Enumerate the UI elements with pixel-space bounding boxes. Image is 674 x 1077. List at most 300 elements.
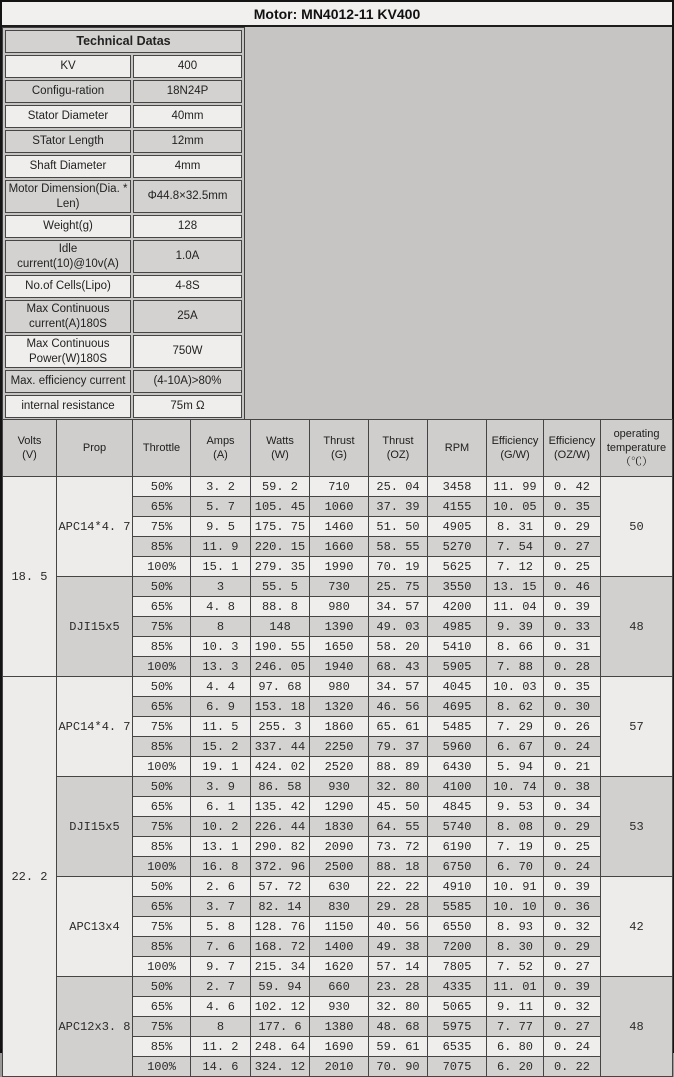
perf-header-cell: RPM bbox=[428, 420, 487, 477]
prop-cell: APC14*4. 7 bbox=[57, 677, 133, 777]
value-cell: 0. 29 bbox=[544, 937, 601, 957]
value-cell: 8. 66 bbox=[487, 637, 544, 657]
value-cell: 660 bbox=[310, 977, 369, 997]
value-cell: 2010 bbox=[310, 1057, 369, 1077]
perf-header-cell: Watts (W) bbox=[251, 420, 310, 477]
tech-row bbox=[5, 80, 242, 103]
throttle-cell: 100% bbox=[133, 557, 191, 577]
value-cell: 175. 75 bbox=[251, 517, 310, 537]
value-cell: 59. 61 bbox=[369, 1037, 428, 1057]
value-cell: 0. 24 bbox=[544, 857, 601, 877]
table-row bbox=[3, 877, 673, 897]
value-cell: 0. 34 bbox=[544, 797, 601, 817]
tech-label: KV bbox=[5, 55, 131, 78]
value-cell: 3. 9 bbox=[191, 777, 251, 797]
value-cell: 10. 74 bbox=[487, 777, 544, 797]
value-cell: 1460 bbox=[310, 517, 369, 537]
value-cell: 13. 15 bbox=[487, 577, 544, 597]
throttle-cell: 75% bbox=[133, 617, 191, 637]
value-cell: 0. 42 bbox=[544, 477, 601, 497]
value-cell: 102. 12 bbox=[251, 997, 310, 1017]
value-cell: 324. 12 bbox=[251, 1057, 310, 1077]
value-cell: 13. 1 bbox=[191, 837, 251, 857]
value-cell: 0. 38 bbox=[544, 777, 601, 797]
tech-row bbox=[5, 370, 242, 393]
value-cell: 11. 01 bbox=[487, 977, 544, 997]
perf-header-cell: Volts (V) bbox=[3, 420, 57, 477]
value-cell: 7. 54 bbox=[487, 537, 544, 557]
tech-row bbox=[5, 240, 242, 273]
value-cell: 980 bbox=[310, 597, 369, 617]
tech-value: 40mm bbox=[133, 105, 242, 128]
throttle-cell: 50% bbox=[133, 777, 191, 797]
value-cell: 10. 03 bbox=[487, 677, 544, 697]
value-cell: 6. 70 bbox=[487, 857, 544, 877]
value-cell: 830 bbox=[310, 897, 369, 917]
value-cell: 9. 5 bbox=[191, 517, 251, 537]
value-cell: 7805 bbox=[428, 957, 487, 977]
tech-value: 1.0A bbox=[133, 240, 242, 273]
value-cell: 337. 44 bbox=[251, 737, 310, 757]
value-cell: 7. 12 bbox=[487, 557, 544, 577]
value-cell: 6550 bbox=[428, 917, 487, 937]
value-cell: 930 bbox=[310, 777, 369, 797]
value-cell: 46. 56 bbox=[369, 697, 428, 717]
tech-row bbox=[5, 395, 242, 418]
value-cell: 5905 bbox=[428, 657, 487, 677]
value-cell: 19. 1 bbox=[191, 757, 251, 777]
perf-header-cell: operating temperature （℃） bbox=[601, 420, 673, 477]
value-cell: 7. 6 bbox=[191, 937, 251, 957]
value-cell: 8. 31 bbox=[487, 517, 544, 537]
value-cell: 3458 bbox=[428, 477, 487, 497]
value-cell: 1290 bbox=[310, 797, 369, 817]
value-cell: 57. 14 bbox=[369, 957, 428, 977]
value-cell: 255. 3 bbox=[251, 717, 310, 737]
tech-row bbox=[5, 105, 242, 128]
value-cell: 45. 50 bbox=[369, 797, 428, 817]
tech-value: 4mm bbox=[133, 155, 242, 178]
value-cell: 279. 35 bbox=[251, 557, 310, 577]
value-cell: 0. 24 bbox=[544, 1037, 601, 1057]
value-cell: 1690 bbox=[310, 1037, 369, 1057]
volts-cell: 18. 5 bbox=[3, 477, 57, 677]
perf-header-cell: Efficiency (G/W) bbox=[487, 420, 544, 477]
prop-cell: DJI15x5 bbox=[57, 577, 133, 677]
value-cell: 1860 bbox=[310, 717, 369, 737]
perf-header-cell: Thrust (G) bbox=[310, 420, 369, 477]
tech-header-row bbox=[5, 30, 242, 53]
value-cell: 980 bbox=[310, 677, 369, 697]
value-cell: 6750 bbox=[428, 857, 487, 877]
throttle-cell: 85% bbox=[133, 737, 191, 757]
value-cell: 3. 2 bbox=[191, 477, 251, 497]
value-cell: 105. 45 bbox=[251, 497, 310, 517]
value-cell: 82. 14 bbox=[251, 897, 310, 917]
value-cell: 8 bbox=[191, 1017, 251, 1037]
value-cell: 2500 bbox=[310, 857, 369, 877]
tech-value: 400 bbox=[133, 55, 242, 78]
throttle-cell: 75% bbox=[133, 517, 191, 537]
tech-row bbox=[5, 275, 242, 298]
value-cell: 11. 2 bbox=[191, 1037, 251, 1057]
value-cell: 226. 44 bbox=[251, 817, 310, 837]
value-cell: 16. 8 bbox=[191, 857, 251, 877]
value-cell: 0. 27 bbox=[544, 957, 601, 977]
value-cell: 13. 3 bbox=[191, 657, 251, 677]
tech-row bbox=[5, 130, 242, 153]
value-cell: 153. 18 bbox=[251, 697, 310, 717]
tech-row bbox=[5, 335, 242, 368]
value-cell: 1620 bbox=[310, 957, 369, 977]
technical-table-body bbox=[5, 30, 242, 418]
value-cell: 10. 05 bbox=[487, 497, 544, 517]
table-row bbox=[3, 977, 673, 997]
value-cell: 10. 2 bbox=[191, 817, 251, 837]
tech-value: Φ44.8×32.5mm bbox=[133, 180, 242, 213]
tech-label: Stator Diameter bbox=[5, 105, 131, 128]
tech-value: 18N24P bbox=[133, 80, 242, 103]
value-cell: 1830 bbox=[310, 817, 369, 837]
value-cell: 3. 7 bbox=[191, 897, 251, 917]
value-cell: 32. 80 bbox=[369, 997, 428, 1017]
value-cell: 9. 7 bbox=[191, 957, 251, 977]
value-cell: 8. 08 bbox=[487, 817, 544, 837]
perf-header-cell: Amps (A) bbox=[191, 420, 251, 477]
value-cell: 48. 68 bbox=[369, 1017, 428, 1037]
tech-row bbox=[5, 55, 242, 78]
tech-value: 128 bbox=[133, 215, 242, 238]
value-cell: 11. 5 bbox=[191, 717, 251, 737]
value-cell: 6. 1 bbox=[191, 797, 251, 817]
performance-table-body bbox=[3, 477, 673, 1077]
value-cell: 58. 55 bbox=[369, 537, 428, 557]
performance-header-row bbox=[3, 420, 673, 477]
value-cell: 6. 20 bbox=[487, 1057, 544, 1077]
value-cell: 0. 39 bbox=[544, 977, 601, 997]
value-cell: 57. 72 bbox=[251, 877, 310, 897]
tech-label: Weight(g) bbox=[5, 215, 131, 238]
value-cell: 9. 53 bbox=[487, 797, 544, 817]
value-cell: 1400 bbox=[310, 937, 369, 957]
value-cell: 5975 bbox=[428, 1017, 487, 1037]
value-cell: 3 bbox=[191, 577, 251, 597]
value-cell: 4. 4 bbox=[191, 677, 251, 697]
value-cell: 1150 bbox=[310, 917, 369, 937]
value-cell: 1320 bbox=[310, 697, 369, 717]
value-cell: 9. 11 bbox=[487, 997, 544, 1017]
tech-label: Max. efficiency current bbox=[5, 370, 131, 393]
value-cell: 7. 77 bbox=[487, 1017, 544, 1037]
value-cell: 34. 57 bbox=[369, 677, 428, 697]
value-cell: 2. 7 bbox=[191, 977, 251, 997]
value-cell: 0. 39 bbox=[544, 597, 601, 617]
value-cell: 4200 bbox=[428, 597, 487, 617]
throttle-cell: 85% bbox=[133, 837, 191, 857]
value-cell: 3550 bbox=[428, 577, 487, 597]
throttle-cell: 50% bbox=[133, 577, 191, 597]
throttle-cell: 50% bbox=[133, 477, 191, 497]
value-cell: 0. 32 bbox=[544, 997, 601, 1017]
value-cell: 11. 99 bbox=[487, 477, 544, 497]
value-cell: 4845 bbox=[428, 797, 487, 817]
value-cell: 372. 96 bbox=[251, 857, 310, 877]
value-cell: 34. 57 bbox=[369, 597, 428, 617]
value-cell: 220. 15 bbox=[251, 537, 310, 557]
value-cell: 55. 5 bbox=[251, 577, 310, 597]
tech-value: 25A bbox=[133, 300, 242, 333]
value-cell: 15. 2 bbox=[191, 737, 251, 757]
throttle-cell: 50% bbox=[133, 877, 191, 897]
throttle-cell: 75% bbox=[133, 1017, 191, 1037]
tech-value: 12mm bbox=[133, 130, 242, 153]
value-cell: 5. 94 bbox=[487, 757, 544, 777]
tech-label: Configu-ration bbox=[5, 80, 131, 103]
value-cell: 0. 33 bbox=[544, 617, 601, 637]
value-cell: 6535 bbox=[428, 1037, 487, 1057]
value-cell: 0. 32 bbox=[544, 917, 601, 937]
technical-datas-header: Technical Datas bbox=[5, 30, 242, 53]
throttle-cell: 85% bbox=[133, 537, 191, 557]
value-cell: 8. 30 bbox=[487, 937, 544, 957]
value-cell: 14. 6 bbox=[191, 1057, 251, 1077]
value-cell: 4. 6 bbox=[191, 997, 251, 1017]
value-cell: 5625 bbox=[428, 557, 487, 577]
tech-label: Max Continuous current(A)180S bbox=[5, 300, 131, 333]
throttle-cell: 65% bbox=[133, 597, 191, 617]
value-cell: 97. 68 bbox=[251, 677, 310, 697]
tech-row bbox=[5, 180, 242, 213]
value-cell: 4155 bbox=[428, 497, 487, 517]
value-cell: 1390 bbox=[310, 617, 369, 637]
value-cell: 79. 37 bbox=[369, 737, 428, 757]
value-cell: 1380 bbox=[310, 1017, 369, 1037]
value-cell: 7. 19 bbox=[487, 837, 544, 857]
tech-row bbox=[5, 300, 242, 333]
value-cell: 0. 36 bbox=[544, 897, 601, 917]
value-cell: 0. 46 bbox=[544, 577, 601, 597]
value-cell: 40. 56 bbox=[369, 917, 428, 937]
value-cell: 49. 03 bbox=[369, 617, 428, 637]
throttle-cell: 65% bbox=[133, 997, 191, 1017]
value-cell: 2. 6 bbox=[191, 877, 251, 897]
value-cell: 930 bbox=[310, 997, 369, 1017]
table-row bbox=[3, 477, 673, 497]
value-cell: 10. 3 bbox=[191, 637, 251, 657]
value-cell: 25. 75 bbox=[369, 577, 428, 597]
title-bar bbox=[2, 2, 672, 27]
value-cell: 10. 91 bbox=[487, 877, 544, 897]
throttle-cell: 85% bbox=[133, 1037, 191, 1057]
value-cell: 0. 26 bbox=[544, 717, 601, 737]
value-cell: 0. 35 bbox=[544, 677, 601, 697]
throttle-cell: 75% bbox=[133, 717, 191, 737]
throttle-cell: 50% bbox=[133, 977, 191, 997]
value-cell: 246. 05 bbox=[251, 657, 310, 677]
value-cell: 135. 42 bbox=[251, 797, 310, 817]
value-cell: 128. 76 bbox=[251, 917, 310, 937]
perf-header-cell: Efficiency (OZ/W) bbox=[544, 420, 601, 477]
value-cell: 2520 bbox=[310, 757, 369, 777]
value-cell: 6. 9 bbox=[191, 697, 251, 717]
value-cell: 630 bbox=[310, 877, 369, 897]
temperature-cell: 48 bbox=[601, 577, 673, 677]
throttle-cell: 65% bbox=[133, 797, 191, 817]
value-cell: 25. 04 bbox=[369, 477, 428, 497]
value-cell: 4905 bbox=[428, 517, 487, 537]
value-cell: 0. 28 bbox=[544, 657, 601, 677]
perf-header-cell: Throttle bbox=[133, 420, 191, 477]
throttle-cell: 100% bbox=[133, 1057, 191, 1077]
prop-cell: APC13x4 bbox=[57, 877, 133, 977]
perf-header-cell: Prop bbox=[57, 420, 133, 477]
volts-cell: 22. 2 bbox=[3, 677, 57, 1077]
value-cell: 6. 80 bbox=[487, 1037, 544, 1057]
temperature-cell: 42 bbox=[601, 877, 673, 977]
value-cell: 2090 bbox=[310, 837, 369, 857]
perf-header-cell: Thrust (OZ) bbox=[369, 420, 428, 477]
value-cell: 710 bbox=[310, 477, 369, 497]
value-cell: 177. 6 bbox=[251, 1017, 310, 1037]
value-cell: 0. 31 bbox=[544, 637, 601, 657]
throttle-cell: 100% bbox=[133, 957, 191, 977]
value-cell: 0. 27 bbox=[544, 537, 601, 557]
value-cell: 1650 bbox=[310, 637, 369, 657]
value-cell: 5960 bbox=[428, 737, 487, 757]
value-cell: 70. 90 bbox=[369, 1057, 428, 1077]
value-cell: 59. 94 bbox=[251, 977, 310, 997]
value-cell: 0. 21 bbox=[544, 757, 601, 777]
page-title: Motor: MN4012-11 KV400 bbox=[253, 5, 421, 22]
value-cell: 0. 22 bbox=[544, 1057, 601, 1077]
value-cell: 68. 43 bbox=[369, 657, 428, 677]
value-cell: 11. 04 bbox=[487, 597, 544, 617]
value-cell: 4. 8 bbox=[191, 597, 251, 617]
value-cell: 70. 19 bbox=[369, 557, 428, 577]
value-cell: 4335 bbox=[428, 977, 487, 997]
value-cell: 23. 28 bbox=[369, 977, 428, 997]
throttle-cell: 75% bbox=[133, 817, 191, 837]
value-cell: 86. 58 bbox=[251, 777, 310, 797]
value-cell: 0. 25 bbox=[544, 557, 601, 577]
value-cell: 6190 bbox=[428, 837, 487, 857]
table-row bbox=[3, 577, 673, 597]
tech-row bbox=[5, 215, 242, 238]
tech-value: 4-8S bbox=[133, 275, 242, 298]
value-cell: 32. 80 bbox=[369, 777, 428, 797]
value-cell: 88. 89 bbox=[369, 757, 428, 777]
value-cell: 215. 34 bbox=[251, 957, 310, 977]
value-cell: 73. 72 bbox=[369, 837, 428, 857]
tech-row bbox=[5, 155, 242, 178]
throttle-cell: 85% bbox=[133, 637, 191, 657]
technical-data-table bbox=[2, 27, 245, 421]
value-cell: 4045 bbox=[428, 677, 487, 697]
value-cell: 0. 27 bbox=[544, 1017, 601, 1037]
value-cell: 7075 bbox=[428, 1057, 487, 1077]
value-cell: 8. 62 bbox=[487, 697, 544, 717]
tech-label: Motor Dimension(Dia. * Len) bbox=[5, 180, 131, 213]
temperature-cell: 53 bbox=[601, 777, 673, 877]
tech-value: 750W bbox=[133, 335, 242, 368]
value-cell: 11. 9 bbox=[191, 537, 251, 557]
value-cell: 10. 10 bbox=[487, 897, 544, 917]
value-cell: 2250 bbox=[310, 737, 369, 757]
value-cell: 8 bbox=[191, 617, 251, 637]
value-cell: 5410 bbox=[428, 637, 487, 657]
throttle-cell: 65% bbox=[133, 497, 191, 517]
value-cell: 5. 7 bbox=[191, 497, 251, 517]
throttle-cell: 65% bbox=[133, 697, 191, 717]
temperature-cell: 50 bbox=[601, 477, 673, 577]
value-cell: 424. 02 bbox=[251, 757, 310, 777]
value-cell: 22. 22 bbox=[369, 877, 428, 897]
value-cell: 148 bbox=[251, 617, 310, 637]
value-cell: 29. 28 bbox=[369, 897, 428, 917]
throttle-cell: 100% bbox=[133, 757, 191, 777]
value-cell: 5. 8 bbox=[191, 917, 251, 937]
value-cell: 290. 82 bbox=[251, 837, 310, 857]
value-cell: 51. 50 bbox=[369, 517, 428, 537]
value-cell: 5585 bbox=[428, 897, 487, 917]
throttle-cell: 50% bbox=[133, 677, 191, 697]
tech-label: Idle current(10)@10v(A) bbox=[5, 240, 131, 273]
value-cell: 1060 bbox=[310, 497, 369, 517]
value-cell: 5270 bbox=[428, 537, 487, 557]
value-cell: 7. 52 bbox=[487, 957, 544, 977]
value-cell: 5485 bbox=[428, 717, 487, 737]
tech-label: STator Length bbox=[5, 130, 131, 153]
value-cell: 1940 bbox=[310, 657, 369, 677]
throttle-cell: 100% bbox=[133, 857, 191, 877]
value-cell: 4985 bbox=[428, 617, 487, 637]
value-cell: 0. 29 bbox=[544, 517, 601, 537]
value-cell: 58. 20 bbox=[369, 637, 428, 657]
value-cell: 0. 35 bbox=[544, 497, 601, 517]
value-cell: 8. 93 bbox=[487, 917, 544, 937]
tech-label: internal resistance bbox=[5, 395, 131, 418]
tech-label: No.of Cells(Lipo) bbox=[5, 275, 131, 298]
value-cell: 1990 bbox=[310, 557, 369, 577]
throttle-cell: 75% bbox=[133, 917, 191, 937]
value-cell: 1660 bbox=[310, 537, 369, 557]
value-cell: 0. 29 bbox=[544, 817, 601, 837]
value-cell: 6. 67 bbox=[487, 737, 544, 757]
value-cell: 190. 55 bbox=[251, 637, 310, 657]
value-cell: 4100 bbox=[428, 777, 487, 797]
table-row bbox=[3, 677, 673, 697]
prop-cell: APC12x3. 8 bbox=[57, 977, 133, 1077]
value-cell: 65. 61 bbox=[369, 717, 428, 737]
value-cell: 4695 bbox=[428, 697, 487, 717]
value-cell: 59. 2 bbox=[251, 477, 310, 497]
value-cell: 88. 18 bbox=[369, 857, 428, 877]
temperature-cell: 48 bbox=[601, 977, 673, 1077]
tech-label: Shaft Diameter bbox=[5, 155, 131, 178]
throttle-cell: 65% bbox=[133, 897, 191, 917]
throttle-cell: 85% bbox=[133, 937, 191, 957]
tech-value: 75m Ω bbox=[133, 395, 242, 418]
value-cell: 9. 39 bbox=[487, 617, 544, 637]
value-cell: 0. 24 bbox=[544, 737, 601, 757]
value-cell: 248. 64 bbox=[251, 1037, 310, 1057]
value-cell: 64. 55 bbox=[369, 817, 428, 837]
value-cell: 730 bbox=[310, 577, 369, 597]
value-cell: 49. 38 bbox=[369, 937, 428, 957]
value-cell: 0. 30 bbox=[544, 697, 601, 717]
prop-cell: APC14*4. 7 bbox=[57, 477, 133, 577]
value-cell: 7200 bbox=[428, 937, 487, 957]
